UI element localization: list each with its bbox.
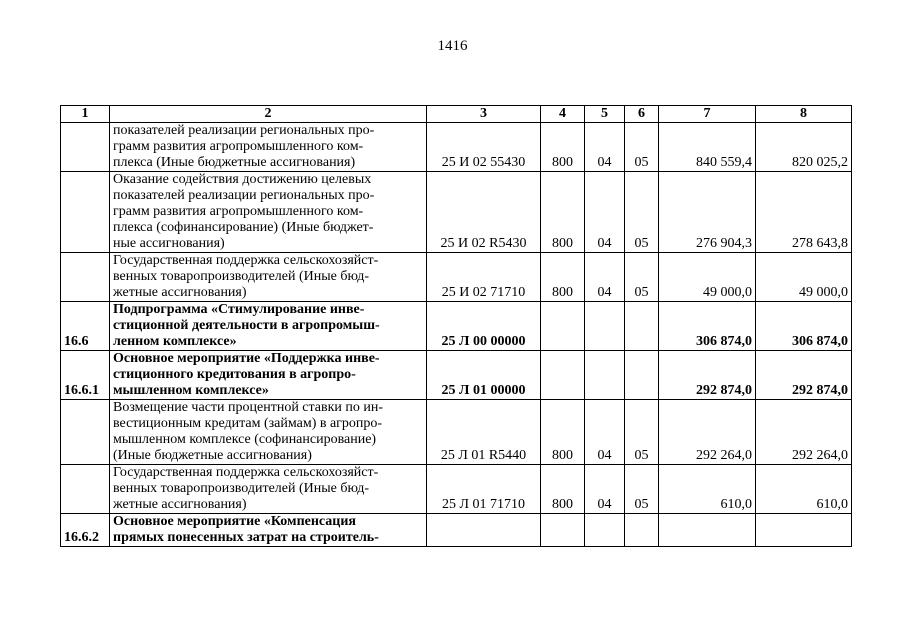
- section: 04: [585, 465, 625, 514]
- row-name-line: стиционной деятельности в агропромыш-: [113, 318, 380, 333]
- column-header-4: 4: [541, 106, 585, 123]
- column-header-6: 6: [625, 106, 659, 123]
- budget-code: [427, 514, 541, 547]
- subsection: [625, 302, 659, 351]
- budget-table: [60, 105, 852, 547]
- section: 04: [585, 123, 625, 172]
- column-header-2: 2: [110, 106, 427, 123]
- header-row: [61, 106, 852, 123]
- subsection: [625, 514, 659, 547]
- subsection: 05: [625, 465, 659, 514]
- row-name-line: ленном комплексе»: [113, 334, 237, 349]
- row-number: 16.6.2: [61, 514, 110, 547]
- expense-type: 800: [541, 172, 585, 253]
- row-name-line: Основное мероприятие «Компенсация: [113, 514, 357, 529]
- table-row: [61, 465, 852, 514]
- row-name-line: ные ассигнования): [113, 236, 225, 251]
- row-name: [110, 465, 427, 514]
- row-name-line: показателей реализации региональных про-: [113, 188, 375, 203]
- budget-code: 25 И 02 55430: [427, 123, 541, 172]
- amount-year-1: 292 874,0: [659, 351, 756, 400]
- column-header-3: 3: [427, 106, 541, 123]
- row-name-line: грамм развития агропромышленного ком-: [113, 204, 364, 219]
- row-number: [61, 172, 110, 253]
- row-number: 16.6.1: [61, 351, 110, 400]
- expense-type: [541, 514, 585, 547]
- budget-code: 25 Л 01 00000: [427, 351, 541, 400]
- amount-year-2: 292 874,0: [756, 351, 852, 400]
- budget-code: 25 И 02 R5430: [427, 172, 541, 253]
- row-name: [110, 400, 427, 465]
- budget-code: 25 Л 01 R5440: [427, 400, 541, 465]
- table-row: [61, 302, 852, 351]
- column-header-5: 5: [585, 106, 625, 123]
- row-name-line: Государственная поддержка сельскохозяйст-: [113, 465, 379, 480]
- amount-year-1: 49 000,0: [659, 253, 756, 302]
- row-name-line: прямых понесенных затрат на строитель-: [113, 530, 379, 545]
- row-name-line: Государственная поддержка сельскохозяйст-: [113, 253, 379, 268]
- table-row: [61, 351, 852, 400]
- row-name-line: плекса (Иные бюджетные ассигнования): [113, 155, 356, 170]
- table-body: [61, 123, 852, 547]
- row-name-line: венных товаропроизводителей (Иные бюд-: [113, 269, 370, 284]
- section: 04: [585, 400, 625, 465]
- expense-type: 800: [541, 465, 585, 514]
- amount-year-1: 292 264,0: [659, 400, 756, 465]
- section: [585, 302, 625, 351]
- row-number: [61, 465, 110, 514]
- table-row: [61, 123, 852, 172]
- row-number: [61, 123, 110, 172]
- amount-year-2: 278 643,8: [756, 172, 852, 253]
- amount-year-2: 306 874,0: [756, 302, 852, 351]
- row-name-line: (Иные бюджетные ассигнования): [113, 448, 312, 463]
- row-name-line: Подпрограмма «Стимулирование инве-: [113, 302, 365, 317]
- row-name-line: мышленном комплексе (софинансирование): [113, 432, 377, 447]
- column-header-7: 7: [659, 106, 756, 123]
- row-name: [110, 514, 427, 547]
- row-name-line: жетные ассигнования): [113, 285, 247, 300]
- row-name-line: Основное мероприятие «Поддержка инве-: [113, 351, 380, 366]
- amount-year-1: 276 904,3: [659, 172, 756, 253]
- section: [585, 351, 625, 400]
- budget-code: 25 Л 01 71710: [427, 465, 541, 514]
- amount-year-2: 49 000,0: [756, 253, 852, 302]
- subsection: 05: [625, 123, 659, 172]
- row-name-line: стиционного кредитования в агропро-: [113, 367, 356, 382]
- row-number: [61, 400, 110, 465]
- row-name-line: мышленном комплексе»: [113, 383, 269, 398]
- row-name-line: венных товаропроизводителей (Иные бюд-: [113, 481, 370, 496]
- expense-type: [541, 351, 585, 400]
- row-name: [110, 253, 427, 302]
- page-number: 1416: [437, 38, 468, 54]
- row-name-line: показателей реализации региональных про-: [113, 123, 375, 138]
- column-header-1: 1: [61, 106, 110, 123]
- subsection: 05: [625, 172, 659, 253]
- subsection: [625, 351, 659, 400]
- amount-year-2: [756, 514, 852, 547]
- expense-type: 800: [541, 400, 585, 465]
- subsection: 05: [625, 253, 659, 302]
- row-name-line: плекса (софинансирование) (Иные бюджет-: [113, 220, 374, 235]
- expense-type: 800: [541, 123, 585, 172]
- row-name-line: грамм развития агропромышленного ком-: [113, 139, 364, 154]
- amount-year-1: 610,0: [659, 465, 756, 514]
- row-name-line: жетные ассигнования): [113, 497, 247, 512]
- row-name-line: Оказание содействия достижению целевых: [113, 172, 372, 187]
- table-row: [61, 172, 852, 253]
- table-row: [61, 253, 852, 302]
- row-name: [110, 123, 427, 172]
- column-header-8: 8: [756, 106, 852, 123]
- table-row: [61, 400, 852, 465]
- row-number: [61, 253, 110, 302]
- subsection: 05: [625, 400, 659, 465]
- row-name: [110, 172, 427, 253]
- table-row: [61, 514, 852, 547]
- amount-year-1: 840 559,4: [659, 123, 756, 172]
- amount-year-2: 610,0: [756, 465, 852, 514]
- row-name-line: вестиционным кредитам (займам) в агропро-: [113, 416, 383, 431]
- budget-code: 25 Л 00 00000: [427, 302, 541, 351]
- table-header: [61, 106, 852, 123]
- section: 04: [585, 172, 625, 253]
- row-number: 16.6: [61, 302, 110, 351]
- expense-type: [541, 302, 585, 351]
- amount-year-2: 820 025,2: [756, 123, 852, 172]
- budget-code: 25 И 02 71710: [427, 253, 541, 302]
- expense-type: 800: [541, 253, 585, 302]
- amount-year-1: [659, 514, 756, 547]
- row-name-line: Возмещение части процентной ставки по ин-: [113, 400, 384, 415]
- section: 04: [585, 253, 625, 302]
- row-name: [110, 351, 427, 400]
- row-name: [110, 302, 427, 351]
- amount-year-2: 292 264,0: [756, 400, 852, 465]
- section: [585, 514, 625, 547]
- amount-year-1: 306 874,0: [659, 302, 756, 351]
